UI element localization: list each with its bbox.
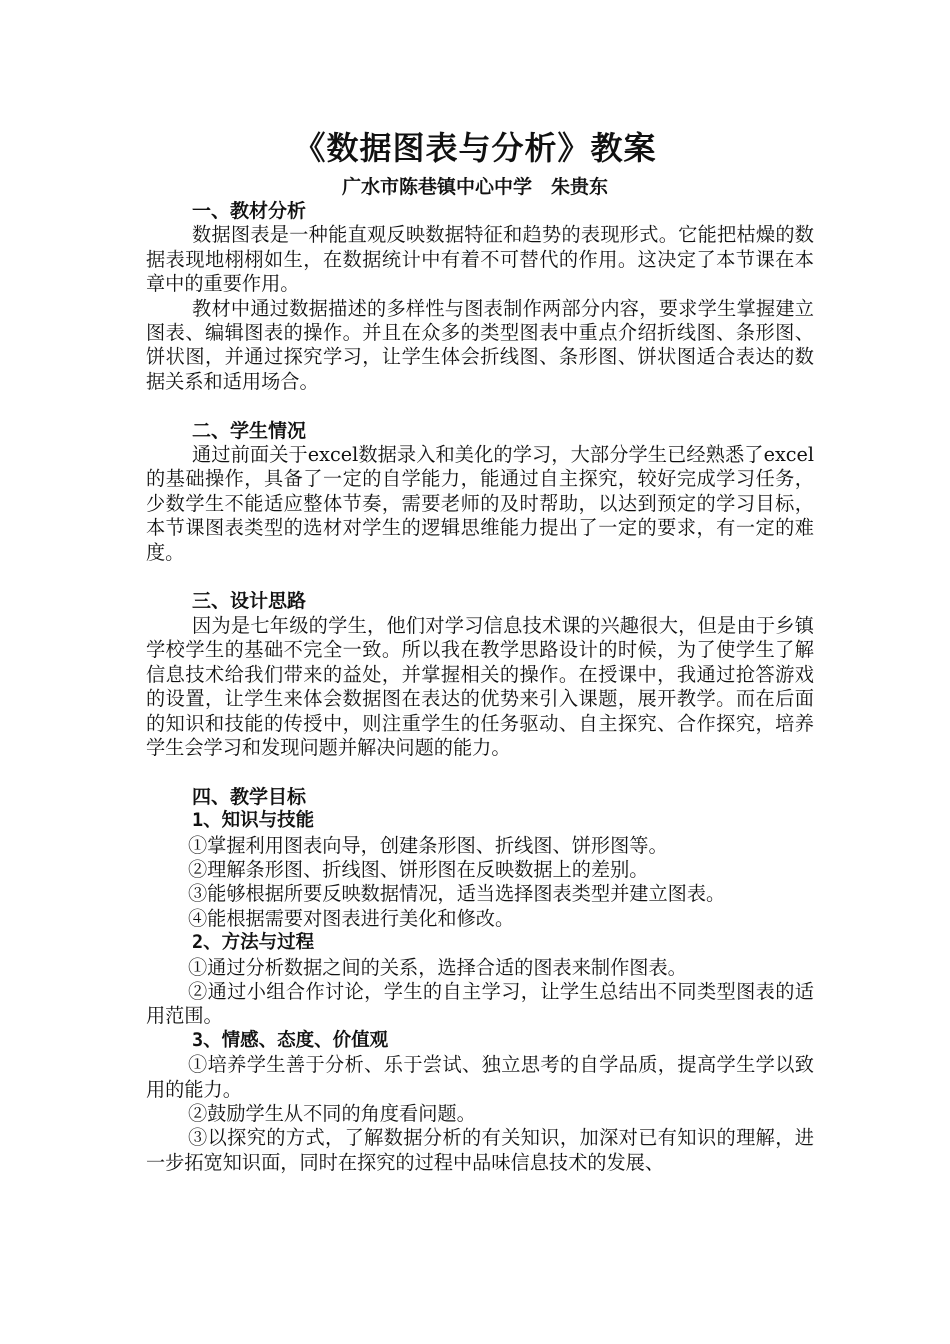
document-title: 《数据图表与分析》教案 (293, 129, 657, 167)
document-body (146, 199, 814, 1175)
subsection-heading: 3、情感、态度、价值观 (192, 1029, 389, 1051)
list-item: ②理解条形图、折线图、饼形图在反映数据上的差别。 (188, 857, 649, 881)
list-item: ①通过分析数据之间的关系，选择合适的图表来制作图表。 (188, 955, 687, 979)
list-item: ②鼓励学生从不同的角度看问题。 (188, 1101, 476, 1125)
list-item: ②通过小组合作讨论，学生的自主学习，让学生总结出不同类型图表的适用范围。 (146, 979, 814, 1028)
paragraph: 因为是七年级的学生，他们对学习信息技术课的兴趣很大，但是由于乡镇学校学生的基础不完全一致。所以我在教学思路设计的时候，为了使学生了解信息技术给我们带来的益处，并掌握相关的操作。在授课中，我通过抢答游戏的设置，让学生来体会数据图在表达的优势来引入课题，展开教学。而在后面的知识和技能的传授中，则注重学生的任务驱动、自主探究、合作探究，培养学生会学习和发现问题并解决问题的能力。 (146, 613, 814, 759)
list-item: ③能够根据所要反映数据情况，适当选择图表类型并建立图表。 (188, 882, 726, 906)
paragraph: 数据图表是一种能直观反映数据特征和趋势的表现形式。它能把枯燥的数据表现地栩栩如生，在数据统计中有着不可替代的作用。这决定了本节课在本章中的重要作用。 (146, 223, 814, 296)
section-heading: 四、教学目标 (192, 785, 307, 808)
section-heading: 三、设计思路 (192, 590, 307, 613)
list-item: ①掌握利用图表向导，创建条形图、折线图、饼形图等。 (188, 833, 668, 857)
list-item: ③以探究的方式，了解数据分析的有关知识，加深对已有知识的理解，进一步拓宽知识面，同时在探究的过程中品味信息技术的发展、 (146, 1126, 814, 1174)
document-author: 广水市陈巷镇中心中学 朱贵东 (341, 176, 608, 198)
section-heading: 二、学生情况 (192, 419, 307, 442)
subsection-heading: 1、知识与技能 (192, 810, 315, 832)
list-item: ④能根据需要对图表进行美化和修改。 (188, 906, 515, 930)
paragraph: 通过前面关于excel数据录入和美化的学习，大部分学生已经熟悉了excel的基础操作，具备了一定的自学能力，能通过自主探究，较好完成学习任务，少数学生不能适应整体节奏，需要老师的及时帮助，以达到预定的学习目标，本节课图表类型的选材对学生的逻辑思维能力提出了一定的要求，有一定的难度。 (146, 443, 814, 564)
list-item: ①培养学生善于分析、乐于尝试、独立思考的自学品质，提高学生学以致用的能力。 (146, 1053, 814, 1101)
subsection-heading: 2、方法与过程 (192, 932, 315, 954)
paragraph: 教材中通过数据描述的多样性与图表制作两部分内容，要求学生掌握建立图表、编辑图表的操作。并且在众多的类型图表中重点介绍折线图、条形图、饼状图，并通过探究学习，让学生体会折线图、条形图、饼状图适合表达的数据关系和适用场合。 (146, 296, 814, 393)
section-heading: 一、教材分析 (192, 200, 307, 222)
